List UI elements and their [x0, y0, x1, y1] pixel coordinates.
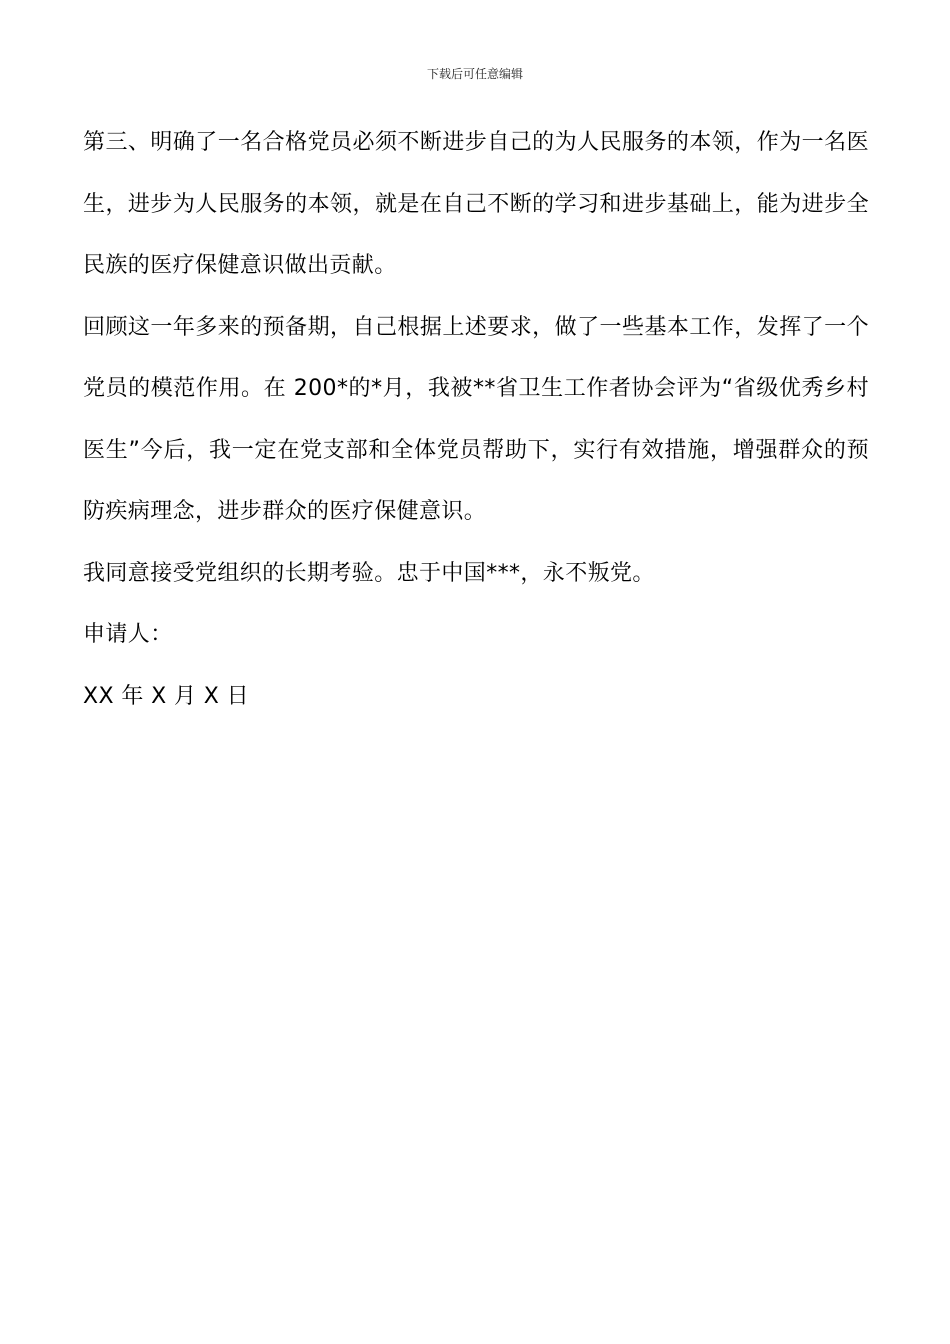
signature-date: XX 年 X 月 X 日 [83, 683, 250, 709]
paragraph-third-point: 第三、明确了一名合格党员必须不断进步自己的为人民服务的本领，作为一名医生，进步为人民服务的本领，就是在自己不断的学习和进步基础上，能为进步全民族的医疗保健意识做出贡献。 [83, 130, 869, 278]
paragraph-review: 回顾这一年多来的预备期，自己根据上述要求，做了一些基本工作，发挥了一个党员的模范作用。在 200*的*月，我被**省卫生工作者协会评为“省级优秀乡村医生”今后，我一定在党支部和全体党员帮助下，实行有效措施，增强群众的预防疾病理念，进步群众的医疗保健意识。 [83, 314, 869, 524]
document-body [83, 112, 869, 727]
applicant-label: 申请人： [83, 622, 173, 647]
page-header-note: 下载后可任意编辑 [426, 67, 523, 81]
paragraph-pledge: 我同意接受党组织的长期考验。忠于中国***，永不叛党。 [83, 560, 655, 586]
